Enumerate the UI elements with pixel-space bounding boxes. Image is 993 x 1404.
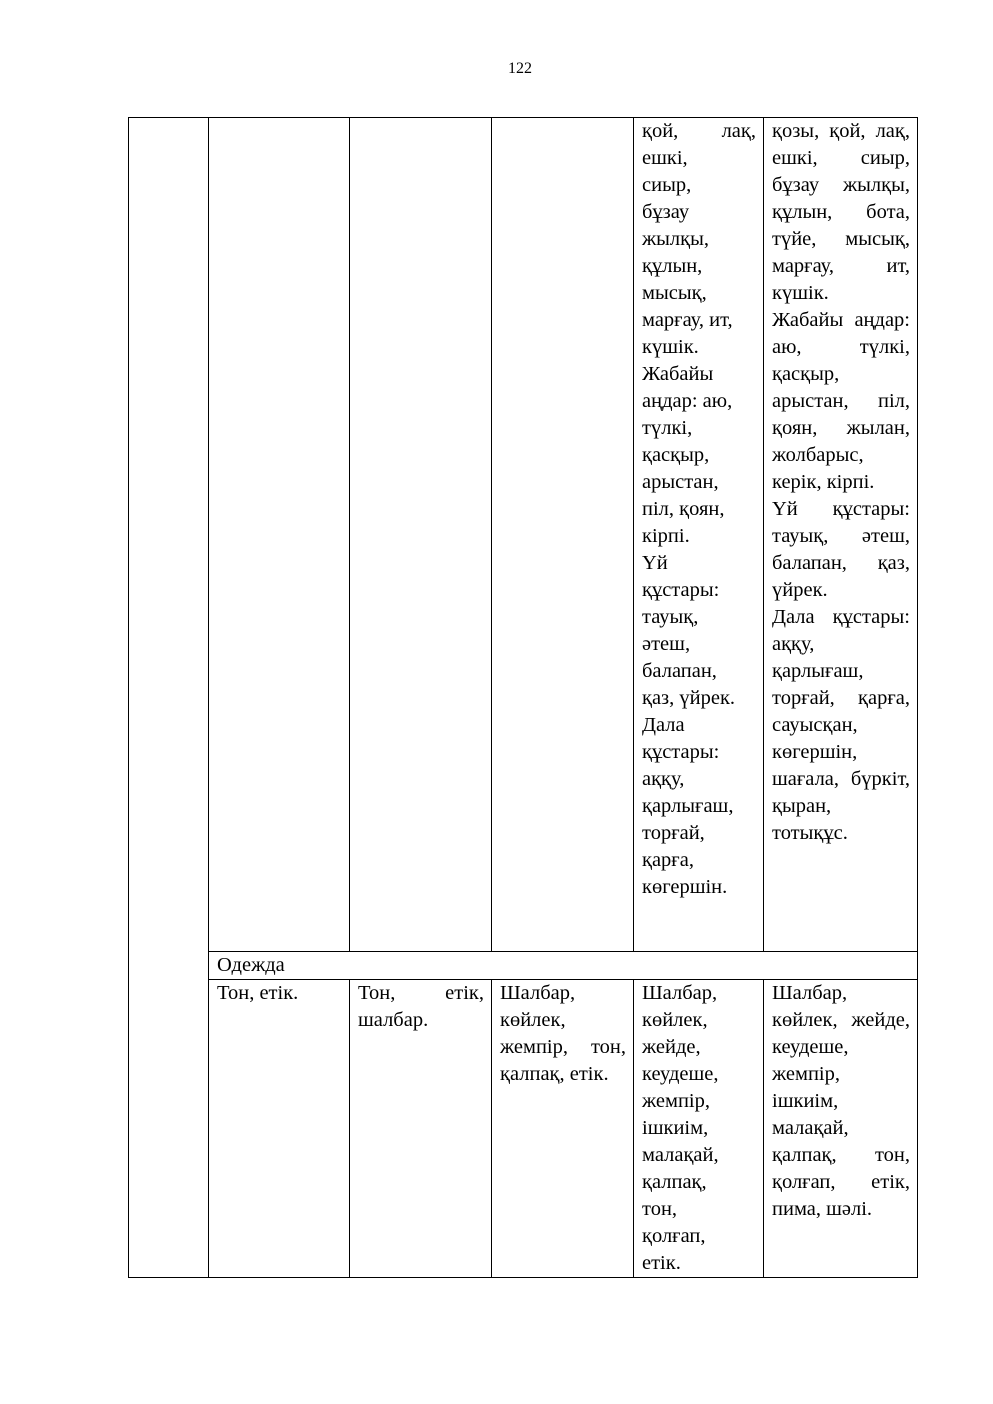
table-cell-empty-col2 — [209, 118, 350, 952]
cell-text: Шалбар, көйлек, жейде, кеудеше, жемпір, ішкиім, малақай, қалпақ, тон, қолғап, етік, пима, шәлі. — [772, 982, 910, 1220]
table-row-section-header — [129, 952, 918, 980]
table-cell-empty-col1 — [129, 118, 209, 1278]
table-row-animals — [129, 118, 918, 952]
table-cell-empty-col3 — [350, 118, 492, 952]
cell-text: Шалбар, көйлек, жемпір, тон, қалпақ, етік. — [500, 982, 626, 1085]
cell-text: қозы, қой, лақ, ешкі, сиыр, бұзау жылқы, құлын, бота, түйе, мысық, марғау, ит, күшік. Жабайы аңдар: аю, түлкі, қасқыр, арыстан, піл, қоян, жылан, жолбарыс, керік, кірпі. Үй құстары: тауық, әтеш, балапан, қаз, үйрек. Дала құстары: аққу, қарлығаш, торғай, қарға, сауысқан, көгершін, шағала, бүркіт, қыран, тотықұс. — [772, 120, 910, 844]
table-cell-clothing-col4 — [492, 980, 634, 1278]
table-cell-animals-col6 — [764, 118, 918, 952]
table-cell-clothing-col2 — [209, 980, 350, 1278]
table-row-clothing — [129, 980, 918, 1278]
table-cell-empty-col4 — [492, 118, 634, 952]
cell-text: Тон, етік. — [217, 982, 299, 1004]
table-cell-clothing-col3 — [350, 980, 492, 1278]
table-cell-animals-col5 — [634, 118, 764, 952]
section-header-clothing: Одежда — [209, 952, 918, 980]
table-cell-clothing-col5 — [634, 980, 764, 1278]
cell-text: қой, лақ, ешкі, сиыр, бұзау жылқы, құлын, мысық, марғау, ит, күшік. Жабайы аңдар: аю, түлкі, қасқыр, арыстан, піл, қоян, кірпі. Үй құстары: тауық, әтеш, балапан, қаз, үйрек. Дала құстары: аққу, қарлығаш, торғай, қарға, көгершін. — [642, 120, 756, 898]
cell-text: Шалбар, көйлек, жейде, кеудеше, жемпір, ішкиім, малақай, қалпақ, тон, қолғап, етік. — [642, 982, 719, 1274]
page-number: 122 — [508, 60, 532, 77]
table-cell-clothing-col6 — [764, 980, 918, 1278]
vocabulary-table — [128, 117, 918, 1278]
cell-text: Тон, етік, шалбар. — [358, 982, 484, 1031]
